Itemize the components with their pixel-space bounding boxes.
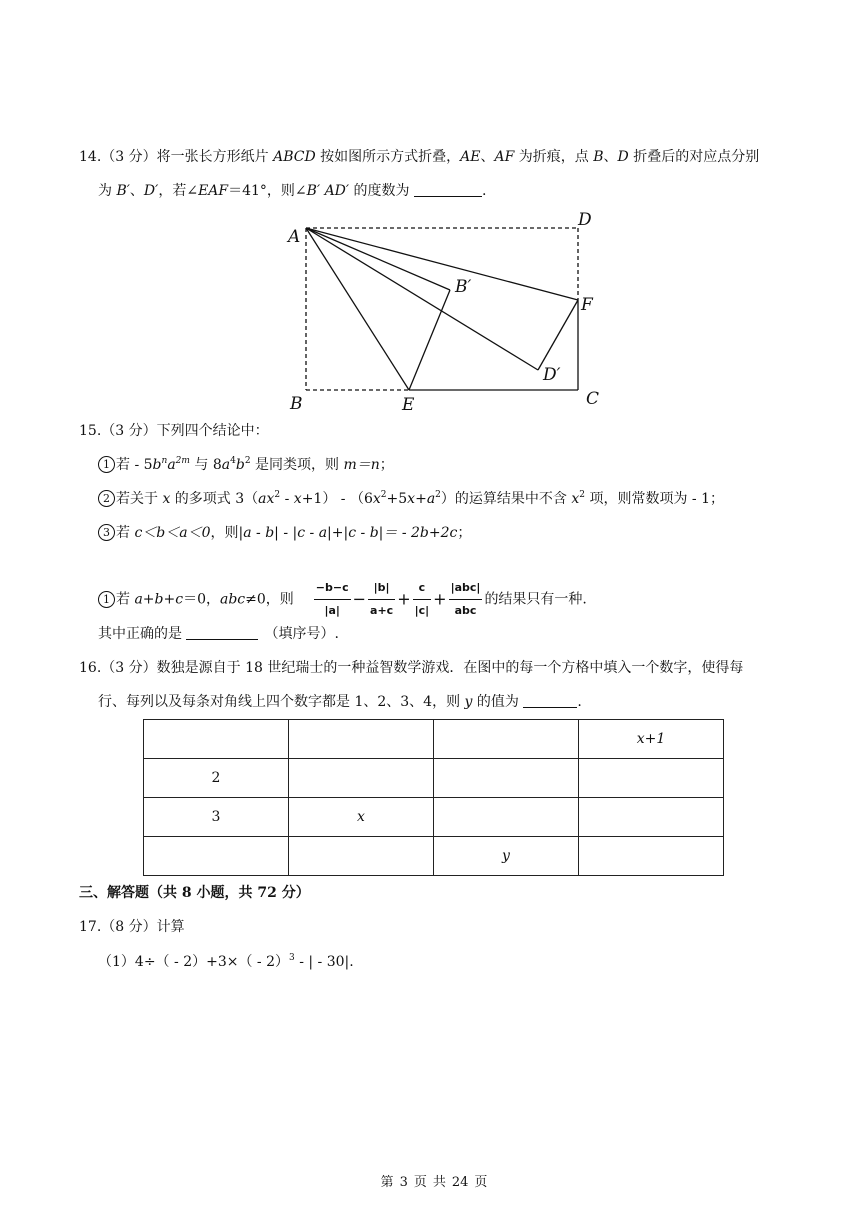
q14-score: （3 分）	[101, 149, 157, 165]
q16-answer-blank[interactable]	[523, 693, 577, 708]
grid-cell	[579, 759, 724, 798]
grid-cell	[434, 720, 579, 759]
section-title: 三、解答题（共 8 小题，共 72 分）	[79, 885, 310, 901]
label-Dprime: D′	[543, 365, 561, 385]
fraction-2: $\frac{|b|}{a+c}$	[368, 578, 395, 621]
grid-cell	[579, 798, 724, 837]
fraction-4: $\frac{\text{|abc|}}{\text{abc}}$	[449, 578, 483, 621]
grid-cell: x+1	[579, 720, 724, 759]
grid-cell	[434, 798, 579, 837]
grid-cell: x	[289, 798, 434, 837]
grid-cell	[144, 720, 289, 759]
q14-answer-blank[interactable]	[414, 182, 482, 197]
q15-item1: 1 若 - $5b^na^{2m}$ 与 $8a^4b^2$ 是同类项，则 m＝n；	[98, 455, 394, 475]
grid-cell: 2	[144, 759, 289, 798]
grid-row	[144, 759, 724, 798]
grid-row	[144, 798, 724, 837]
q15-number: 15.	[79, 423, 102, 439]
grid-cell	[289, 759, 434, 798]
circled-number-2: 2	[98, 490, 115, 507]
q16-number: 16.	[79, 660, 102, 676]
label-E: E	[402, 395, 415, 415]
q15-intro: 15.（3 分）下列四个结论中：	[79, 423, 269, 439]
q17-number: 17.	[79, 919, 102, 935]
grid-cell	[289, 837, 434, 876]
label-C: C	[586, 389, 600, 409]
q15-item3: 3 若 c＜b＜a＜0，则|a - b| - |c - a|+|c - b|＝ - 2b+2c；	[98, 523, 471, 543]
q14-number: 14.	[79, 149, 102, 165]
label-Bprime: B′	[455, 277, 472, 297]
q16-line2: 行、每列以及每条对角线上四个数字都是 1、2、3、4，则 y 的值为 .	[98, 694, 582, 710]
label-A: A	[288, 227, 301, 247]
q14-figure	[280, 205, 610, 415]
sudoku-grid	[143, 719, 724, 876]
grid-cell: y	[434, 837, 579, 876]
edge-ADprime	[306, 228, 538, 370]
label-D: D	[578, 210, 592, 230]
circled-number-4: 1	[98, 591, 115, 608]
q15-item2: 2 若关于 x 的多项式 $3(ax^2 - x+1) - (6x^2+5x+a^2)$的运算结果中不含 $x^2$ 项，则常数项为 - 1；	[98, 489, 724, 509]
edge-DprimeF	[538, 300, 578, 370]
label-B: B	[290, 394, 303, 414]
q15-answer-blank[interactable]	[186, 625, 258, 640]
fraction-1: $\frac{-b-c}{|a|}$	[314, 578, 351, 621]
label-F: F	[581, 295, 593, 315]
q16-line1: 16.（3 分）数独是源自于 18 世纪瑞士的一种益智数学游戏．在图中的每一个方格中填入一个数字，使得每	[79, 660, 744, 676]
page-total: 24	[451, 1175, 469, 1190]
q14-line2: 为 B′、D′，若∠EAF＝41°，则∠B′ AD′ 的度数为 .	[98, 183, 487, 199]
page-number: 3	[399, 1175, 408, 1190]
q15-answer-line: 其中正确的是 （填序号）.	[98, 626, 339, 642]
edge-ABprime	[306, 228, 450, 290]
circled-number-3: 3	[98, 524, 115, 541]
q17-sub1: （1）4÷（ - 2）+3×（ - 2）$^3$ - | - 30|.	[98, 953, 354, 970]
q14-line1: 14.（3 分）将一张长方形纸片 ABCD 按如图所示方式折叠，AE、AF 为折痕，点 B、D 折叠后的对应点分别	[79, 149, 760, 165]
fraction-3: $\frac{c}{|c|}$	[413, 578, 432, 621]
grid-row	[144, 837, 724, 876]
fold-AF	[306, 228, 578, 300]
q17-title: 17.（8 分）计算	[79, 919, 185, 935]
circled-number-1: 1	[98, 456, 115, 473]
grid-cell	[289, 720, 434, 759]
grid-cell	[144, 837, 289, 876]
q15-item4: 1 若 a+b+c＝0，abc≠0，则 $\frac{-b-c}{|a|}$ − $\frac{|b|}{a+c}$ + $\frac{c}{|c|}$ + $\frac{\text{|abc|}}{\text{abc}}$ 的结果只有一种.	[98, 578, 587, 621]
page-footer: 第 3 页 共 24 页	[380, 1175, 488, 1190]
fold-AE	[306, 228, 409, 390]
grid-cell	[434, 759, 579, 798]
edge-BprimeE	[409, 290, 450, 390]
grid-cell	[579, 837, 724, 876]
grid-cell: 3	[144, 798, 289, 837]
grid-row	[144, 720, 724, 759]
